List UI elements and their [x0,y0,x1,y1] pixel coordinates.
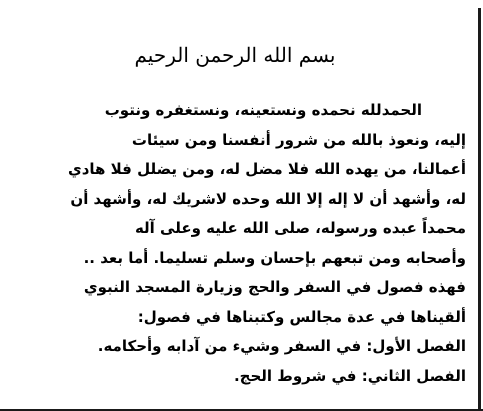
text-line: له، وأشهد أن لا إله إلا الله وحده لاشريك له، وأشهد أن [70,189,466,208]
text-line: الفصل الثاني: في شروط الحج. [233,366,466,385]
text-line: ألقيناها في عدة مجالس وكتبناها في فصول: [137,307,466,326]
text-line: إليه، ونعوذ بالله من شرور أنفسنا ومن سيئات [131,130,466,149]
document-content [4,0,466,391]
document-body [4,96,466,391]
text-line: فهذه فصول في السفر والحج وزيارة المسجد النبوي [83,278,466,296]
text-line: أعمالنا، من يهده الله فلا مضل له، ومن يضلل فلا هادي [67,160,466,178]
basmala-heading: بسم الله الرحمن الرحيم [134,43,336,67]
text-line: محمداً عبده ورسوله، صلى الله عليه وعلى آله [134,219,466,237]
text-line: الفصل الأول: في السفر وشيء من آدابه وأحكامه. [97,337,466,355]
text-line: وأصحابه ومن تبعهم بإحسان وسلم تسليما. أما بعد .. [83,248,466,267]
page-border-right [478,8,481,411]
text-line: الحمدلله نحمده ونستعينه، ونستغفره ونتوب [104,101,422,119]
